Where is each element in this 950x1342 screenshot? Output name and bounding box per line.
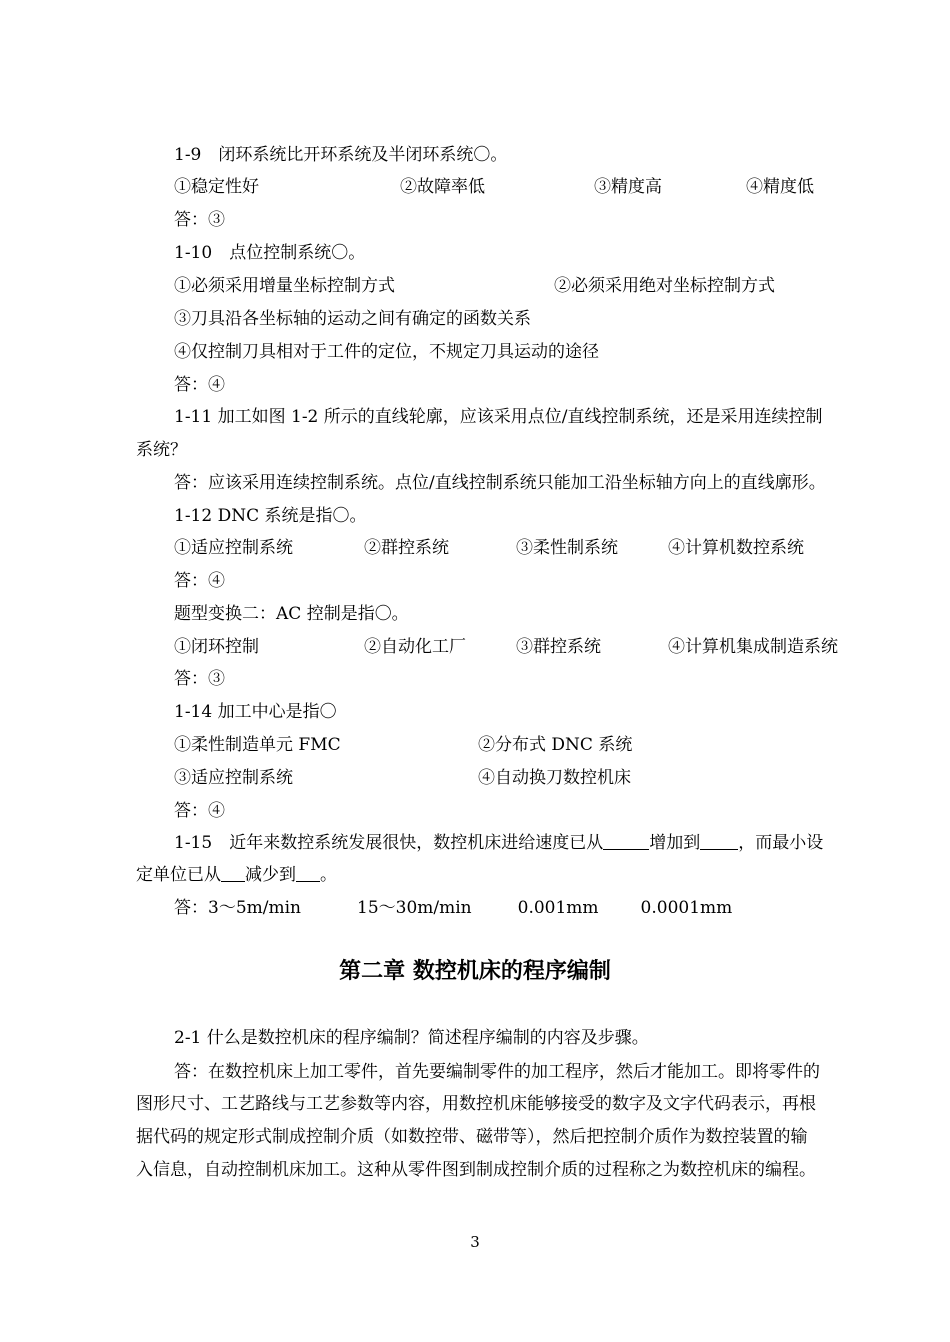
answer-1-15-value-2: 15～30m/min xyxy=(357,898,472,918)
page-number: 3 xyxy=(470,1233,480,1251)
chapter-title: 第二章 数控机床的程序编制 xyxy=(339,959,611,984)
fill-blank-2 xyxy=(700,834,738,850)
fill-blank-1 xyxy=(603,834,649,850)
option-1-14-1: ①柔性制造单元 FMC xyxy=(174,735,341,755)
option-1-10-2: ②必须采用绝对坐标控制方式 xyxy=(554,276,775,296)
question-1-15-line1 xyxy=(174,832,823,854)
option-1-14-3: ③适应控制系统 xyxy=(174,768,293,788)
answer-1-15-value-1: 3～5m/min xyxy=(208,898,301,918)
question-1-11-line2: 系统？ xyxy=(136,440,187,460)
option-1-9-3: ③精度高 xyxy=(594,177,662,197)
answer-1-10: 答：④ xyxy=(174,375,225,395)
option-1-12-1: ①适应控制系统 xyxy=(174,538,293,558)
question-1-14: 1-14 加工中心是指〇 xyxy=(174,702,337,722)
answer-1-15-value-3: 0.001mm xyxy=(517,898,599,918)
fill-blank-4 xyxy=(296,866,320,882)
answer-1-12: 答：④ xyxy=(174,571,225,591)
option-1-14-2: ②分布式 DNC 系统 xyxy=(478,735,633,755)
question-1-12: 1-12 DNC 系统是指〇。 xyxy=(174,506,367,526)
question-1-15-text-b: 增加到 xyxy=(649,833,701,853)
question-1-10: 1-10 点位控制系统〇。 xyxy=(174,243,366,263)
answer-1-9: 答：③ xyxy=(174,210,225,230)
answer-1-14: 答：④ xyxy=(174,801,225,821)
question-2-1: 2-1 什么是数控机床的程序编制？简述程序编制的内容及步骤。 xyxy=(174,1028,649,1048)
question-1-11-line1: 1-11 加工如图 1-2 所示的直线轮廓，应该采用点位/直线控制系统，还是采用连续控制 xyxy=(174,407,823,427)
option-variant-2-3: ③群控系统 xyxy=(516,637,601,657)
answer-1-15 xyxy=(174,897,732,919)
answer-2-1-line3: 据代码的规定形式制成控制介质（如数控带、磁带等），然后把控制介质作为数控装置的输 xyxy=(136,1127,808,1147)
option-1-12-3: ③柔性制系统 xyxy=(516,538,618,558)
answer-2-1-line1: 答：在数控机床上加工零件，首先要编制零件的加工程序，然后才能加工。即将零件的 xyxy=(174,1062,820,1082)
option-1-10-4: ④仅控制刀具相对于工件的定位，不规定刀具运动的途径 xyxy=(174,342,599,362)
option-1-10-3: ③刀具沿各坐标轴的运动之间有确定的函数关系 xyxy=(174,309,531,329)
fill-blank-3 xyxy=(221,866,245,882)
question-1-15-text-a: 1-15 近年来数控系统发展很快，数控机床进给速度已从 xyxy=(174,833,604,853)
question-1-15-line2 xyxy=(136,864,337,886)
option-1-14-4: ④自动换刀数控机床 xyxy=(478,768,631,788)
option-1-12-4: ④计算机数控系统 xyxy=(668,538,804,558)
question-variant-2: 题型变换二：AC 控制是指〇。 xyxy=(174,604,409,624)
option-variant-2-2: ②自动化工厂 xyxy=(364,637,466,657)
option-1-9-1: ①稳定性好 xyxy=(174,177,259,197)
option-1-10-1: ①必须采用增量坐标控制方式 xyxy=(174,276,395,296)
option-1-12-2: ②群控系统 xyxy=(364,538,449,558)
question-1-15-text-c: ，而最小设 xyxy=(738,833,824,853)
option-variant-2-4: ④计算机集成制造系统 xyxy=(668,637,838,657)
answer-variant-2: 答：③ xyxy=(174,669,225,689)
answer-2-1-line2: 图形尺寸、工艺路线与工艺参数等内容，用数控机床能够接受的数字及文字代码表示，再根 xyxy=(136,1094,816,1114)
answer-1-15-prefix: 答： xyxy=(174,898,208,918)
question-1-15-text-f: 。 xyxy=(320,865,337,885)
question-1-15-text-e: 减少到 xyxy=(245,865,296,885)
option-variant-2-1: ①闭环控制 xyxy=(174,637,259,657)
answer-1-15-value-4: 0.0001mm xyxy=(640,898,733,918)
option-1-9-2: ②故障率低 xyxy=(400,177,485,197)
option-1-9-4: ④精度低 xyxy=(746,177,814,197)
answer-1-11: 答：应该采用连续控制系统。点位/直线控制系统只能加工沿坐标轴方向上的直线廓形。 xyxy=(174,473,826,493)
answer-2-1-line4: 入信息，自动控制机床加工。这种从零件图到制成控制介质的过程称之为数控机床的编程。 xyxy=(136,1160,816,1180)
question-1-15-text-d: 定单位已从 xyxy=(136,865,221,885)
question-1-9: 1-9 闭环系统比开环系统及半闭环系统〇。 xyxy=(174,145,508,165)
